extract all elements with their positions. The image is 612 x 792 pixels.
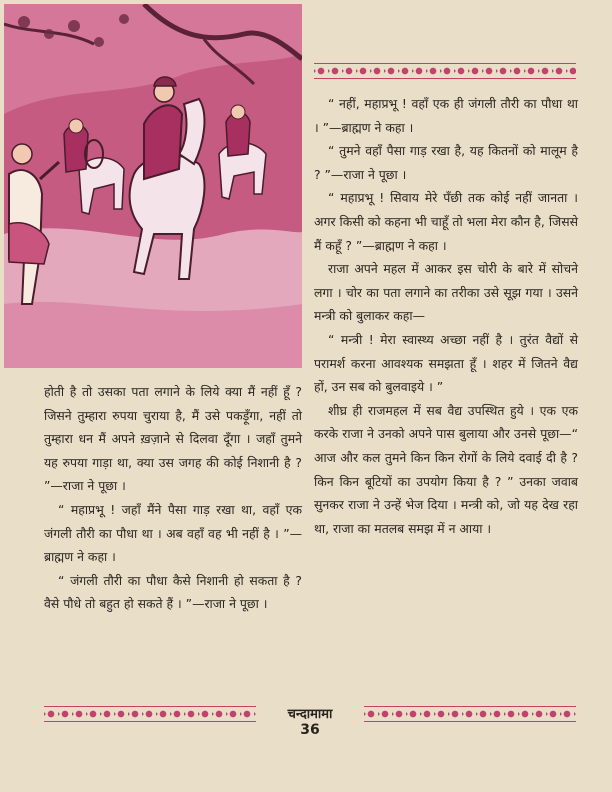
illustration-horsemen [4, 4, 302, 368]
paragraph: “ तुमने वहाँ पैसा गाड़ रखा है, यह कितनों को मालूम है ? ”—राजा ने पूछा । [314, 143, 578, 182]
ornament-border-top [314, 63, 576, 79]
page-number: 36 [300, 722, 320, 738]
paragraph: होती है तो उसका पता लगाने के लिये क्या मैं नहीं हूँ ? जिसने तुम्हारा रुपया चुराया है, मैं उसे पकड़ूँगा, नहीं तो तुम्हारा धन मैं अपने ख़ज़ाने से दिलवा दूँगा । जहाँ तुमने यह रुपया गाड़ा था, क्या उस जगह की कोई निशानी है ? ”—राजा ने पूछा । [44, 384, 302, 494]
paragraph: “ नहीं, महाप्रभू ! वहाँ एक ही जंगली तौरी का पौधा था । ”—ब्राह्मण ने कहा । [314, 96, 578, 135]
ornament-border-bottom-left [44, 706, 256, 722]
paragraph: राजा अपने महल में आकर इस चोरी के बारे में सोचने लगा । चोर का पता लगाने का तरीका उसे सूझ गया । उसने मन्त्री को बुलाकर कहा— [314, 261, 578, 324]
ornament-border-bottom-right [364, 706, 576, 722]
paragraph: “ महाप्रभू ! सिवाय मेरे पँछी तक कोई नहीं जानता । अगर किसी को कहना भी चाहूँ तो भला मेरा कौन है, जिससे मैं कहूँ ? ”—ब्राह्मण ने कहा । [314, 190, 578, 253]
magazine-title: चन्दामामा [287, 707, 333, 722]
right-text-column [314, 92, 578, 540]
story-illustration [4, 4, 302, 368]
paragraph: “ मन्त्री ! मेरा स्वास्थ्य अच्छा नहीं है । तुरंत वैद्यों से परामर्श करना आवश्यक समझता हूँ । शहर में जितने वैद्य हों, उन सब को बुलवाइये । ” [314, 331, 578, 395]
left-text-column [44, 380, 302, 616]
paragraph: शीघ्र ही राजमहल में सब वैद्य उपस्थित हुये । एक एक करके राजा ने उनको अपने पास बुलाया और उनसे पूछा—“ आज और कल तुमने किन किन रोगों के लिये दवाई दी है ? किन किन बूटियों का उपयोग किया है ? ” उनका जवाब सुनकर राजा ने उन्हें भेज दिया । मन्त्री को, जो यह देख रहा था, राजा का मतलब समझ में न आया । [314, 402, 578, 536]
paragraph: “ जंगली तौरी का पौधा कैसे निशानी हो सकता है ? वैसे पौधे तो बहुत हो सकते हैं । ”—राजा ने पूछा । [44, 572, 302, 612]
paragraph: “ महाप्रभू ! जहाँ मैंने पैसा गाड़ रखा था, वहाँ एक जंगली तौरी का पौधा था । अब वहाँ वह भी नहीं है । ”—ब्राह्मण ने कहा । [44, 501, 302, 565]
